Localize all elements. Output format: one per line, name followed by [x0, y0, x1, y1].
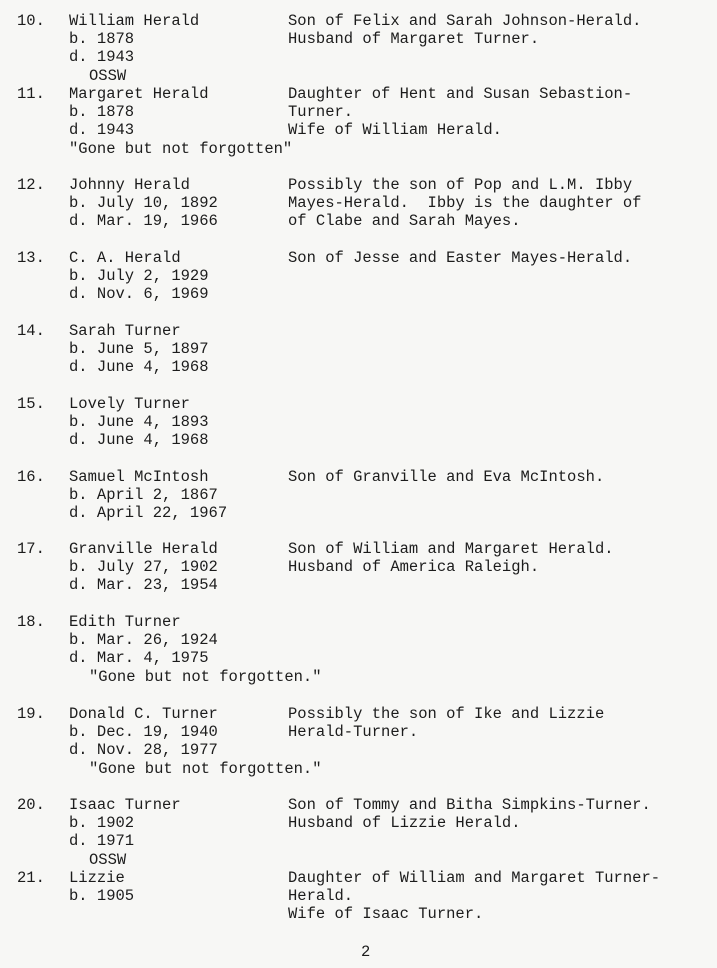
- birth-date: b. Dec. 19, 1940: [69, 723, 218, 742]
- entry-note: OSSW: [89, 850, 127, 869]
- entry-number: 20.: [17, 796, 45, 814]
- description-line: Son of Tommy and Bitha Simpkins-Turner.: [288, 796, 651, 814]
- entry-number: 10.: [17, 12, 45, 30]
- entry-name: C. A. Herald: [69, 249, 181, 267]
- birth-date: b. July 27, 1902: [69, 558, 218, 577]
- death-date: d. June 4, 1968: [69, 358, 209, 377]
- birth-date: b. 1878: [69, 30, 135, 49]
- description-line: Wife of Isaac Turner.: [288, 905, 484, 924]
- description-line: Herald.: [288, 887, 354, 906]
- birth-date: b. 1905: [69, 887, 135, 906]
- death-date: d. April 22, 1967: [69, 504, 228, 523]
- birth-date: b. 1878: [69, 103, 135, 122]
- description-line: Turner.: [288, 103, 354, 122]
- entry-name: William Herald: [69, 12, 200, 30]
- death-date: d. 1971: [69, 832, 135, 851]
- description-line: of Clabe and Sarah Mayes.: [288, 212, 521, 231]
- birth-date: b. July 10, 1892: [69, 194, 218, 213]
- description-line: Son of William and Margaret Herald.: [288, 540, 614, 558]
- entry-name: Lizzie: [69, 869, 125, 887]
- death-date: d. Mar. 19, 1966: [69, 212, 218, 231]
- epitaph: "Gone but not forgotten.": [89, 667, 322, 686]
- description-line: Husband of Lizzie Herald.: [288, 814, 521, 833]
- entry-name: Johnny Herald: [69, 176, 190, 194]
- entry-note: OSSW: [89, 66, 127, 85]
- entry-number: 11.: [17, 85, 45, 103]
- entry-name: Granville Herald: [69, 540, 218, 558]
- description-line: Mayes-Herald. Ibby is the daughter of: [288, 194, 642, 213]
- entry-name: Donald C. Turner: [69, 705, 218, 723]
- death-date: d. June 4, 1968: [69, 431, 209, 450]
- description-line: Daughter of Hent and Susan Sebastion-: [288, 85, 633, 103]
- entry-number: 14.: [17, 322, 45, 340]
- death-date: d. Nov. 28, 1977: [69, 741, 218, 760]
- birth-date: b. April 2, 1867: [69, 486, 218, 505]
- description-line: Possibly the son of Pop and L.M. Ibby: [288, 176, 633, 194]
- description-line: Son of Jesse and Easter Mayes-Herald.: [288, 249, 633, 267]
- entry-name: Isaac Turner: [69, 796, 181, 814]
- description-line: Son of Granville and Eva McIntosh.: [288, 468, 605, 486]
- description-line: Possibly the son of Ike and Lizzie: [288, 705, 605, 723]
- description-line: Herald-Turner.: [288, 723, 419, 742]
- description-line: Son of Felix and Sarah Johnson-Herald.: [288, 12, 642, 30]
- entry-number: 18.: [17, 613, 45, 631]
- entry-number: 13.: [17, 249, 45, 267]
- death-date: d. Nov. 6, 1969: [69, 285, 209, 304]
- entry-name: Margaret Herald: [69, 85, 209, 103]
- entry-name: Lovely Turner: [69, 395, 190, 413]
- entry-number: 19.: [17, 705, 45, 723]
- epitaph: "Gone but not forgotten.": [89, 759, 322, 778]
- description-line: Husband of Margaret Turner.: [288, 30, 540, 49]
- birth-date: b. June 4, 1893: [69, 413, 209, 432]
- birth-date: b. July 2, 1929: [69, 267, 209, 286]
- description-line: Husband of America Raleigh.: [288, 558, 540, 577]
- death-date: d. 1943: [69, 121, 135, 140]
- description-line: Daughter of William and Margaret Turner-: [288, 869, 661, 887]
- death-date: d. Mar. 23, 1954: [69, 576, 218, 595]
- entry-name: Samuel McIntosh: [69, 468, 209, 486]
- page-number: 2: [361, 943, 371, 961]
- entry-number: 17.: [17, 540, 45, 558]
- entry-number: 15.: [17, 395, 45, 413]
- entry-number: 21.: [17, 869, 45, 887]
- death-date: d. 1943: [69, 48, 135, 67]
- death-date: d. Mar. 4, 1975: [69, 649, 209, 668]
- entry-name: Sarah Turner: [69, 322, 181, 340]
- description-line: Wife of William Herald.: [288, 121, 502, 140]
- birth-date: b. Mar. 26, 1924: [69, 631, 218, 650]
- birth-date: b. June 5, 1897: [69, 340, 209, 359]
- epitaph: "Gone but not forgotten": [69, 139, 293, 158]
- birth-date: b. 1902: [69, 814, 135, 833]
- entry-number: 16.: [17, 468, 45, 486]
- entry-name: Edith Turner: [69, 613, 181, 631]
- entry-number: 12.: [17, 176, 45, 194]
